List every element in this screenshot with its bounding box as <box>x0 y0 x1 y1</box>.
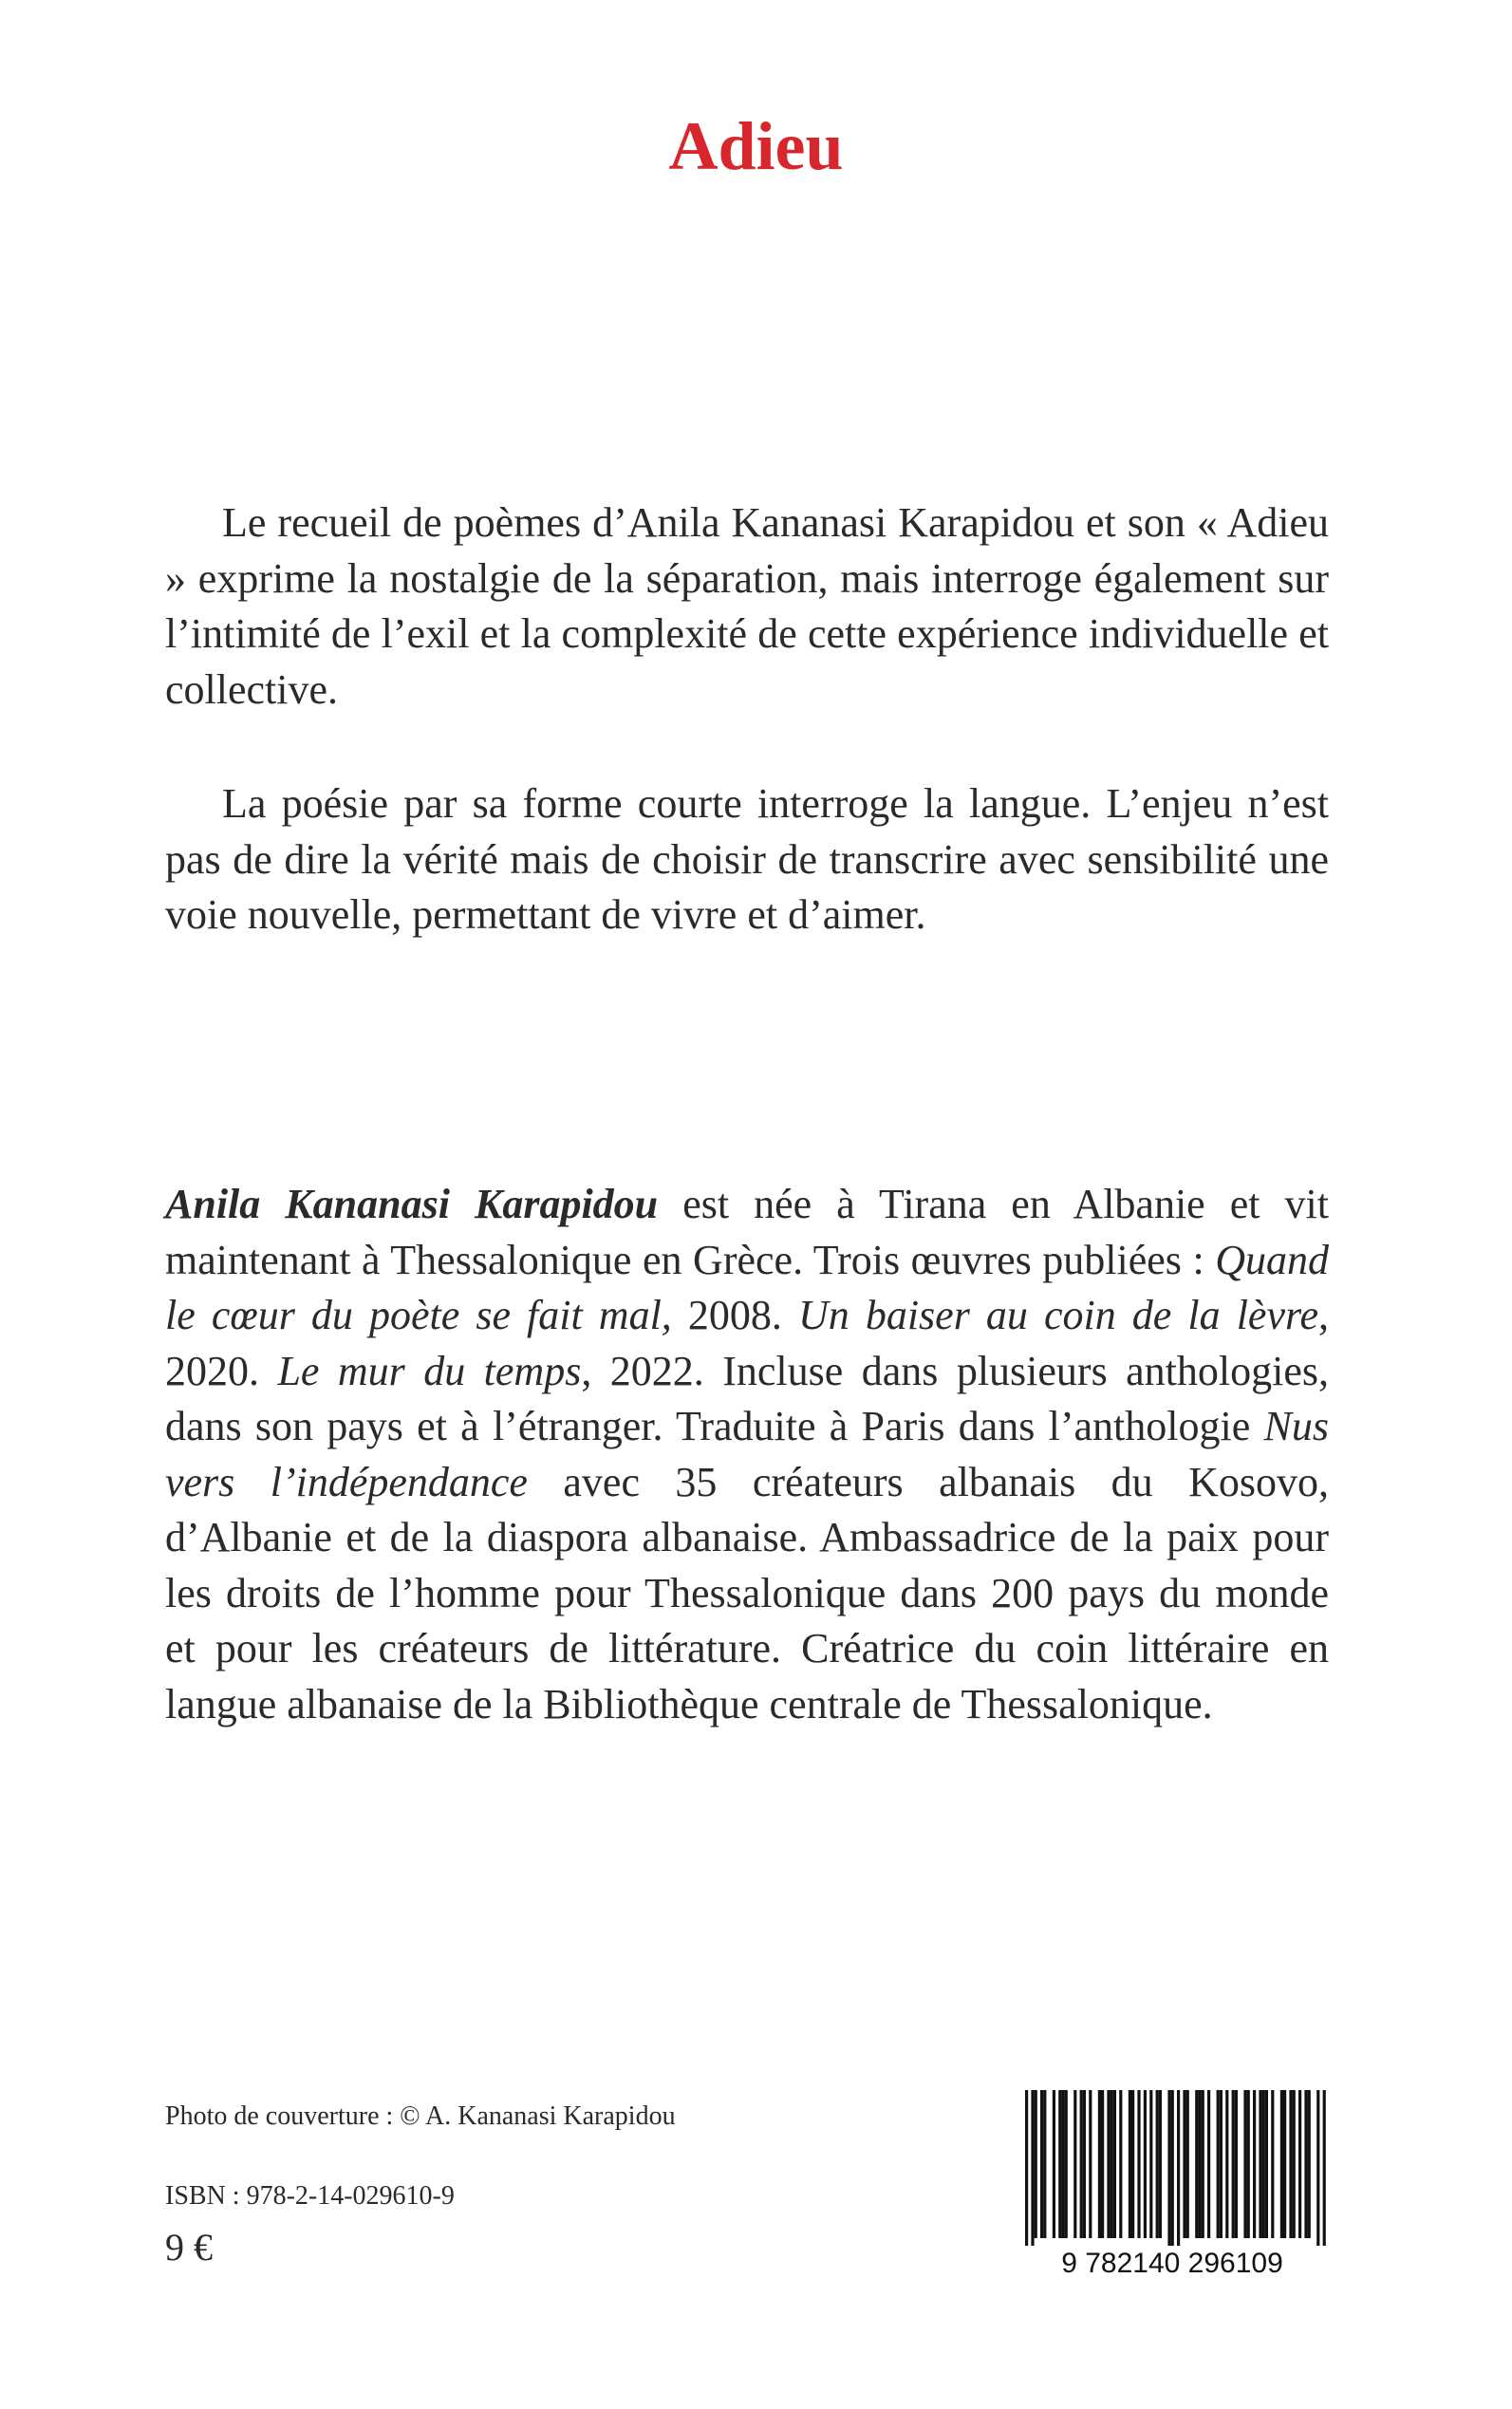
barcode-bar <box>1119 2090 1122 2238</box>
barcode-bar <box>1225 2090 1228 2238</box>
barcode-bar <box>1129 2090 1131 2238</box>
barcode-bar <box>1265 2090 1268 2238</box>
barcode-bar <box>1107 2090 1110 2238</box>
barcode-bar <box>1061 2090 1064 2238</box>
barcode-number: 9 782140 296109 <box>1061 2248 1283 2278</box>
barcode-bar <box>1253 2090 1256 2238</box>
barcode-bar <box>1177 2090 1180 2246</box>
barcode-bar <box>1098 2090 1101 2238</box>
barcode-bar <box>1220 2090 1223 2238</box>
barcode-bar <box>1156 2090 1159 2238</box>
barcode-bar <box>1323 2090 1326 2246</box>
barcode-bar <box>1167 2090 1170 2246</box>
bio-text: , 2022. Incluse dans plusieurs anthologies, dans son pays et à l’étranger. Traduite à Paris dans l’anthologie <box>165 1347 1330 1449</box>
barcode-bar <box>1149 2090 1152 2238</box>
barcode-bar <box>1073 2090 1076 2238</box>
barcode-bar <box>1304 2090 1307 2238</box>
barcode-bar <box>1283 2090 1286 2238</box>
barcode <box>1017 2086 1327 2278</box>
barcode-bar <box>1111 2090 1113 2238</box>
price: 9 € <box>165 2226 213 2269</box>
summary-paragraph-1: Le recueil de poèmes d’Anila Kananasi Karapidou et son « Adieu » exprime la nostalgie de la séparation, mais interroge également sur l’intimité de l’exil et la complexité de cette expérience individuelle et collective. <box>165 499 1329 713</box>
anthology-title: Nus vers l’indépendance <box>165 1403 1329 1505</box>
bio-text: 2008. <box>671 1292 798 1338</box>
work-title: Un baiser au coin de la lèvre <box>797 1292 1318 1338</box>
barcode-bar <box>1298 2090 1301 2238</box>
author-bio <box>165 1177 1329 1732</box>
barcode-bar <box>1247 2090 1250 2238</box>
book-title: Adieu <box>668 108 844 184</box>
barcode-bar <box>1259 2090 1261 2238</box>
barcode-bar <box>1058 2090 1061 2238</box>
barcode-bar <box>1053 2090 1055 2238</box>
barcode-bar <box>1035 2090 1037 2238</box>
photo-credit: Photo de couverture : © A. Kananasi Karapidou <box>165 2101 676 2131</box>
barcode-bar <box>1198 2090 1201 2238</box>
barcode-bar <box>1271 2090 1274 2238</box>
barcode-bar <box>1159 2090 1162 2238</box>
barcode-bar <box>1089 2090 1092 2238</box>
barcode-bar <box>1262 2090 1265 2238</box>
bio-text: est née à Tirana en Albanie et vit maintenant à Thessalonique en Grèce. Trois œuvres publiées : <box>165 1181 1329 1283</box>
barcode-bar <box>1025 2090 1028 2246</box>
barcode-bar <box>1080 2090 1083 2238</box>
barcode-bar <box>1183 2090 1185 2238</box>
barcode-bar <box>1316 2090 1319 2246</box>
barcode-bar <box>1065 2090 1068 2238</box>
barcode-bar <box>1031 2090 1034 2246</box>
barcode-bar <box>1217 2090 1220 2238</box>
barcode-bar <box>1235 2090 1238 2238</box>
barcode-bar <box>1083 2090 1086 2238</box>
barcode-bar <box>1243 2090 1246 2238</box>
barcode-bar <box>1101 2090 1104 2238</box>
barcode-bar <box>1293 2090 1296 2238</box>
barcode-bar <box>1144 2090 1147 2238</box>
barcode-bar <box>1289 2090 1292 2238</box>
work-title: Quand le cœur du poète se fait mal, <box>165 1236 1329 1338</box>
barcode-bar <box>1131 2090 1134 2238</box>
isbn: ISBN : 978-2-14-029610-9 <box>165 2181 455 2211</box>
barcode-bar <box>1280 2090 1283 2238</box>
barcode-bars <box>1017 2086 1327 2278</box>
summary-paragraph-2: La poésie par sa forme courte interroge la langue. L’enjeu n’est pas de dire la vérité mais de choisir de transcrire avec sensibilité une voie nouvelle, permettant de vivre et d’aimer. <box>165 780 1329 938</box>
author-name: Anila Kananasi Karapidou <box>165 1181 659 1227</box>
barcode-bar <box>1137 2090 1140 2238</box>
barcode-bar <box>1040 2090 1043 2238</box>
bio-text: , 2020. <box>165 1292 1329 1394</box>
barcode-bar <box>1186 2090 1189 2238</box>
barcode-bar <box>1113 2090 1116 2238</box>
work-title: Le mur du temps <box>277 1347 582 1394</box>
barcode-bar <box>1202 2090 1204 2238</box>
barcode-bar <box>1043 2090 1046 2238</box>
barcode-bar <box>1195 2090 1198 2238</box>
bio-text: avec 35 créateurs albanais du Kosovo, d’Albanie et de la diaspora albanaise. Ambassadrice de la paix pour les droits de l’homme pour Thessalonique dans 200 pays du monde et pour les créateurs de littérature. Créatrice du coin littéraire en langue albanaise de la Bibliothèque centrale de Thessalonique. <box>165 1458 1329 1727</box>
barcode-bar <box>1171 2090 1174 2246</box>
barcode-bar <box>1232 2090 1235 2238</box>
barcode-bar <box>1308 2090 1311 2238</box>
barcode-bar <box>1207 2090 1210 2238</box>
